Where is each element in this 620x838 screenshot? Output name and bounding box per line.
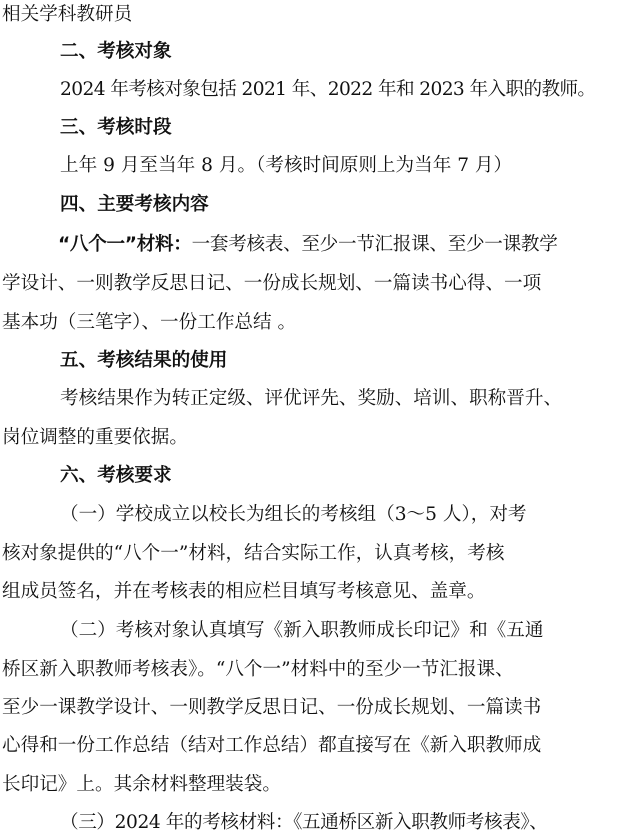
doc-line: 相关学科教研员 — [2, 4, 133, 25]
doc-line: 核对象提供的“八个一”材料，结合实际工作，认真考核，考核 — [2, 543, 505, 564]
doc-line: 长印记》上。其余材料整理装袋。 — [2, 774, 281, 795]
section-heading: 四、主要考核内容 — [60, 194, 209, 215]
section-heading: 五、考核结果的使用 — [60, 350, 228, 371]
doc-line: 心得和一份工作总结（结对工作总结）都直接写在《新入职教师成 — [2, 735, 542, 756]
doc-line: 组成员签名，并在考核表的相应栏目填写考核意见、盖章。 — [2, 581, 486, 602]
section-heading: 三、考核时段 — [60, 117, 172, 138]
doc-line: （一）学校成立以校长为组长的考核组（3～5 人），对考 — [60, 504, 527, 525]
section-heading: 六、考核要求 — [60, 465, 172, 486]
doc-line: 桥区新入职教师考核表》。“八个一”材料中的至少一节汇报课、 — [2, 659, 514, 680]
doc-line: 至少一课教学设计、一则教学反思日记、一份成长规划、一篇读书 — [2, 697, 542, 718]
doc-line — [58, 230, 558, 260]
doc-line: 考核结果作为转正定级、评优评先、奖励、培训、职称晋升、 — [60, 388, 563, 409]
doc-line: 岗位调整的重要依据。 — [2, 427, 188, 448]
doc-line: （二）考核对象认真填写《新入职教师成长印记》和《五通 — [60, 620, 544, 641]
doc-line: （三）2024 年的考核材料：《五通桥区新入职教师考核表》、 — [60, 812, 548, 833]
doc-line: 基本功（三笔字）、一份工作总结 。 — [2, 312, 297, 333]
section-heading: 二、考核对象 — [60, 41, 172, 62]
line-text: 一套考核表、至少一节汇报课、至少一课教学 — [191, 234, 558, 255]
doc-line: 学设计、一则教学反思日记、一份成长规划、一篇读书心得、一项 — [2, 273, 542, 294]
doc-line: 2024 年考核对象包括 2021 年、2022 年和 2023 年入职的教师。 — [60, 79, 596, 100]
bold-prefix: “八个一”材料： — [58, 234, 192, 255]
doc-line: 上年 9 月至当年 8 月。（考核时间原则上为当年 7 月） — [60, 155, 513, 176]
